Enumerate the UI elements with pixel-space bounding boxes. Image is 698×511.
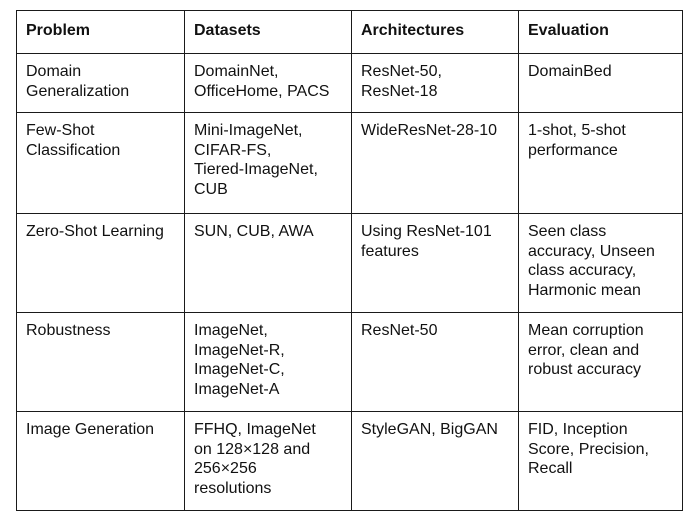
cell-architectures: WideResNet-28-10 (352, 113, 519, 214)
cell-problem: Zero-Shot Learning (17, 214, 185, 313)
header-architectures: Architectures (352, 11, 519, 54)
cell-problem: Few-Shot Classification (17, 113, 185, 214)
header-datasets: Datasets (185, 11, 352, 54)
cell-problem: Robustness (17, 313, 185, 412)
cell-problem: Image Generation (17, 412, 185, 511)
cell-evaluation: FID, Inception Score, Precision, Recall (519, 412, 683, 511)
table-row (17, 313, 683, 412)
cell-architectures: ResNet-50, ResNet-18 (352, 54, 519, 113)
comparison-table (16, 10, 683, 511)
cell-architectures: Using ResNet-101 features (352, 214, 519, 313)
table-row (17, 113, 683, 214)
table-row (17, 214, 683, 313)
cell-evaluation: 1-shot, 5-shot performance (519, 113, 683, 214)
table-row (17, 54, 683, 113)
table-row (17, 412, 683, 511)
table-header-row (17, 11, 683, 54)
comparison-table-container (16, 10, 682, 511)
cell-evaluation: Seen class accuracy, Unseen class accuracy, Harmonic mean (519, 214, 683, 313)
cell-evaluation: Mean corruption error, clean and robust accuracy (519, 313, 683, 412)
cell-evaluation: DomainBed (519, 54, 683, 113)
cell-datasets: Mini-ImageNet, CIFAR-FS, Tiered-ImageNet, CUB (185, 113, 352, 214)
cell-architectures: ResNet-50 (352, 313, 519, 412)
cell-datasets: ImageNet, ImageNet-R, ImageNet-C, ImageNet-A (185, 313, 352, 412)
cell-datasets: DomainNet, OfficeHome, PACS (185, 54, 352, 113)
cell-architectures: StyleGAN, BigGAN (352, 412, 519, 511)
cell-datasets: FFHQ, ImageNet on 128×128 and 256×256 resolutions (185, 412, 352, 511)
cell-problem: Domain Generalization (17, 54, 185, 113)
header-evaluation: Evaluation (519, 11, 683, 54)
cell-datasets: SUN, CUB, AWA (185, 214, 352, 313)
header-problem: Problem (17, 11, 185, 54)
